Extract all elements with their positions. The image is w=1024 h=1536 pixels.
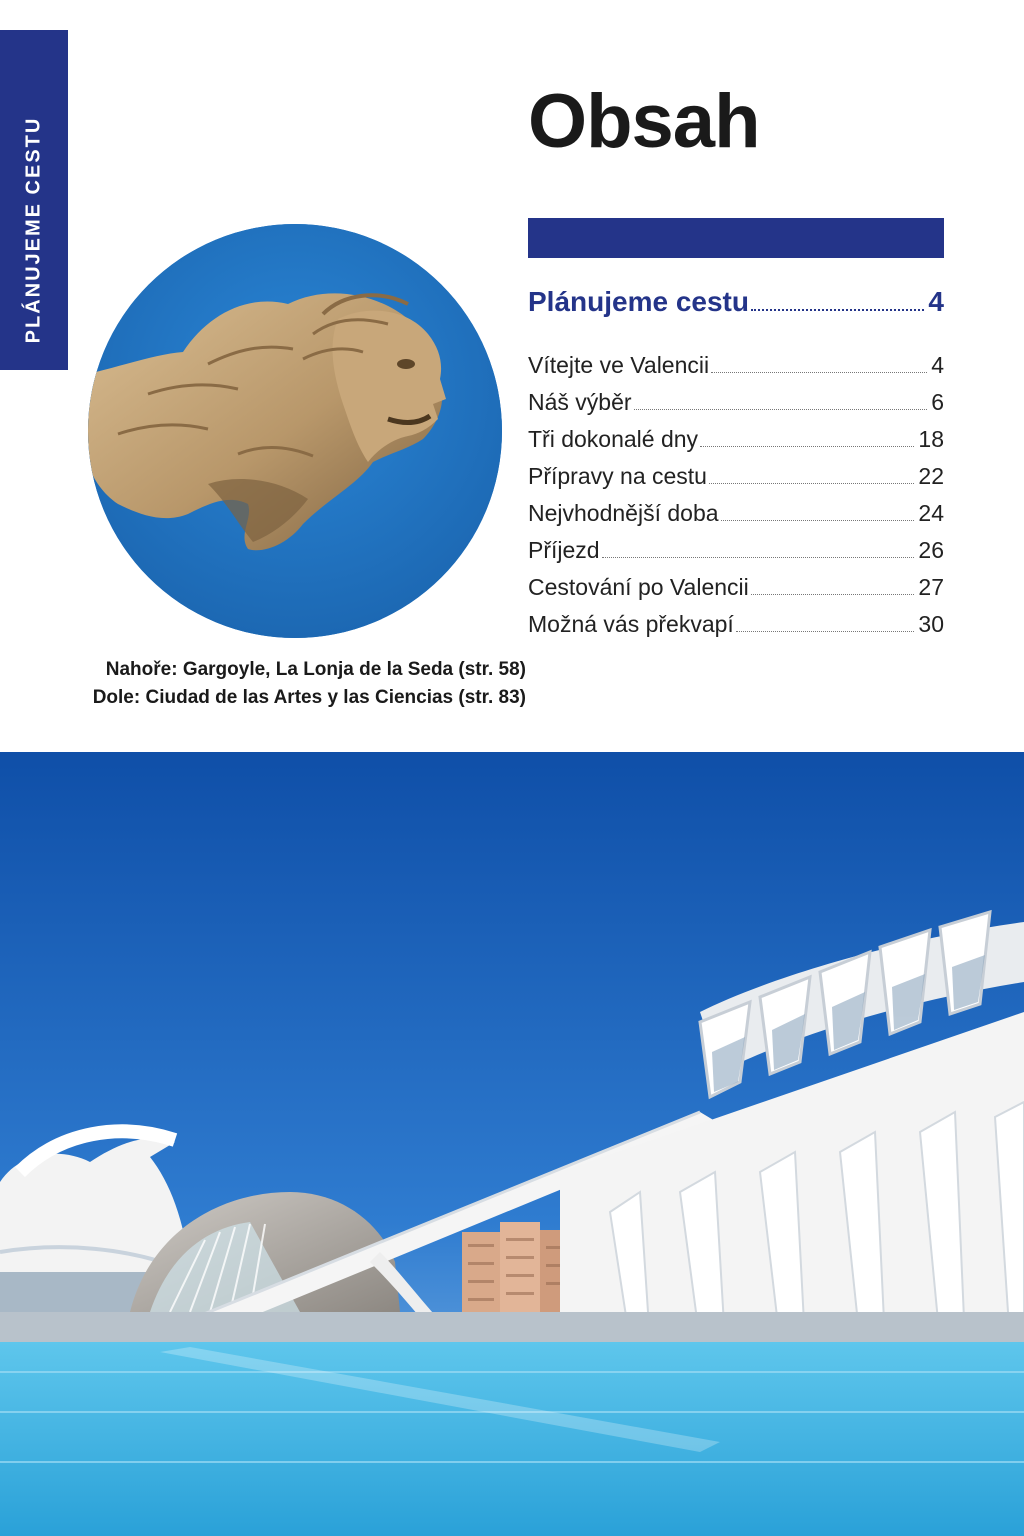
photo-captions [40,656,526,712]
toc-entry[interactable] [528,352,944,389]
toc-entry[interactable] [528,426,944,463]
city-of-arts-photo [0,752,1024,1536]
toc-label: Přípravy na cestu [528,463,707,489]
toc-label: Cestování po Valencii [528,574,749,600]
toc-label: Nejvhodnější doba [528,500,719,526]
toc-entry[interactable] [528,574,944,611]
toc-page: 22 [918,463,944,489]
dot-leader [711,372,927,373]
toc-page: 24 [918,500,944,526]
page-title: Obsah [528,79,760,164]
toc-page: 4 [931,352,944,378]
gargoyle-illustration [88,224,502,638]
toc-label: Vítejte ve Valencii [528,352,710,378]
toc-section-heading[interactable] [528,286,944,318]
dot-leader [700,446,914,447]
toc-entry[interactable] [528,611,944,648]
toc-page: 18 [918,426,944,452]
dot-leader [736,631,915,632]
dot-leader [721,520,915,521]
toc-label: Možná vás překvapí [528,611,734,637]
toc-label: Náš výběr [528,389,632,415]
dot-leader [634,409,928,410]
section-page: 4 [928,286,944,317]
caption-bottom: Dole: Ciudad de las Artes y las Ciencias (str. 83) [92,687,526,708]
side-section-tab [0,30,68,370]
city-of-arts-illustration [0,752,1024,1536]
dot-leader [602,557,915,558]
toc-page: 6 [931,389,944,415]
toc-page: 30 [918,611,944,637]
dot-leader [751,594,915,595]
toc-entry[interactable] [528,500,944,537]
toc-label: Příjezd [528,537,600,563]
caption-top: Nahoře: Gargoyle, La Lonja de la Seda (str. 58) [105,659,526,680]
toc-entry[interactable] [528,463,944,500]
toc-entry[interactable] [528,537,944,574]
toc-page: 26 [918,537,944,563]
toc-label: Tři dokonalé dny [528,426,699,452]
section-title: Plánujeme cestu [528,286,749,317]
gargoyle-photo [88,224,502,638]
title-accent-bar [528,218,944,258]
toc-page: 27 [918,574,944,600]
toc-entry[interactable] [528,389,944,426]
side-tab-label: PLÁNUJEME CESTU [22,116,45,344]
toc-list [528,352,944,648]
dot-leader [709,483,914,484]
dot-leader [751,309,924,311]
